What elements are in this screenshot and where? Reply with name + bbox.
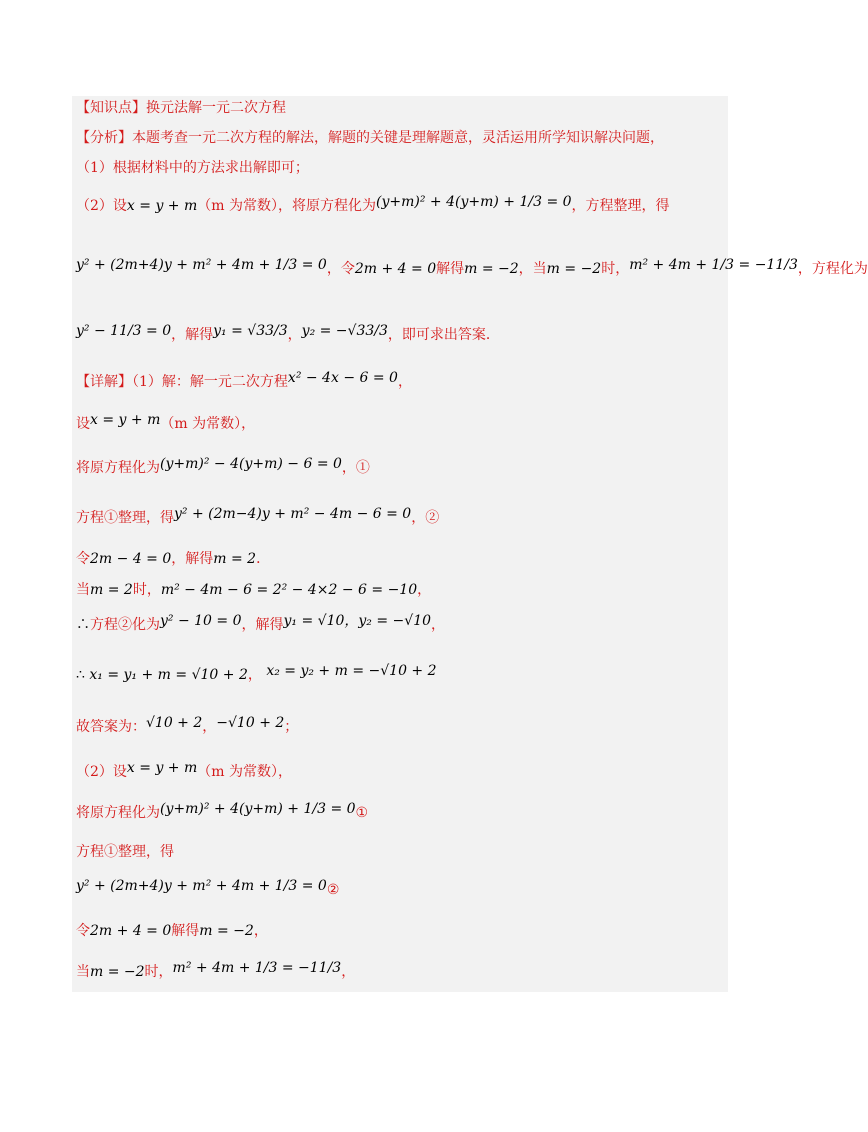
detail-line-2: 设x = y + m（m 为常数），	[76, 412, 256, 432]
detail-line-4: 方程①整理，得y² + (2m−4)y + m² − 4m − 6 = 0，②	[76, 506, 440, 526]
analysis-line: 【分析】本题考查一元二次方程的解法，解题的关键是理解题意，灵活运用所学知识解决问题，	[76, 130, 664, 146]
detail-part2-line-4: y² + (2m+4)y + m² + 4m + 1/3 = 0②	[76, 878, 340, 898]
analysis-step-1: （1）根据材料中的方法求出解即可；	[76, 160, 309, 176]
detail-part2-line-1: （2）设x = y + m（m 为常数），	[76, 760, 292, 780]
detail-part2-line-6: 当m = −2时，m² + 4m + 1/3 = −11/3，	[76, 960, 356, 980]
detail-part2-line-2: 将原方程化为(y+m)² + 4(y+m) + 1/3 = 0①	[76, 801, 369, 821]
detail-line-3: 将原方程化为(y+m)² − 4(y+m) − 6 = 0，①	[76, 456, 370, 476]
knowledge-point-line: 【知识点】换元法解一元二次方程	[76, 100, 286, 116]
detail-part2-line-5: 令2m + 4 = 0解得m = −2，	[76, 923, 268, 939]
detail-line-6: 当m = 2时，m² − 4m − 6 = 2² − 4×2 − 6 = −10，	[76, 582, 432, 598]
detail-part2-line-3: 方程①整理，得	[76, 844, 174, 860]
detail-line-5: 令2m − 4 = 0，解得m = 2．	[76, 551, 271, 567]
analysis-equation-line: y² + (2m+4)y + m² + 4m + 1/3 = 0，令2m + 4 = 0解得m = −2，当m = −2时，m² + 4m + 1/3 = −11/3，方程化为	[76, 257, 868, 277]
analysis-step-2: （2）设x = y + m（m 为常数），将原方程化为(y+m)² + 4(y+m) + 1/3 = 0，方程整理，得	[76, 194, 670, 214]
detail-line-1: 【详解】（1）解：解一元二次方程x² − 4x − 6 = 0，	[76, 370, 412, 390]
detail-line-7: ∴方程②化为y² − 10 = 0，解得y₁ = √10，y₂ = −√10，	[76, 613, 446, 633]
detail-line-8: ∴ x₁ = y₁ + m = √10 + 2， x₂ = y₂ + m = −√10 + 2	[76, 663, 437, 683]
detail-answer-line: 故答案为：√10 + 2，−√10 + 2；	[76, 715, 299, 735]
analysis-solution-line: y² − 11/3 = 0，解得y₁ = √33/3，y₂ = −√33/3，即可求出答案．	[76, 323, 500, 343]
